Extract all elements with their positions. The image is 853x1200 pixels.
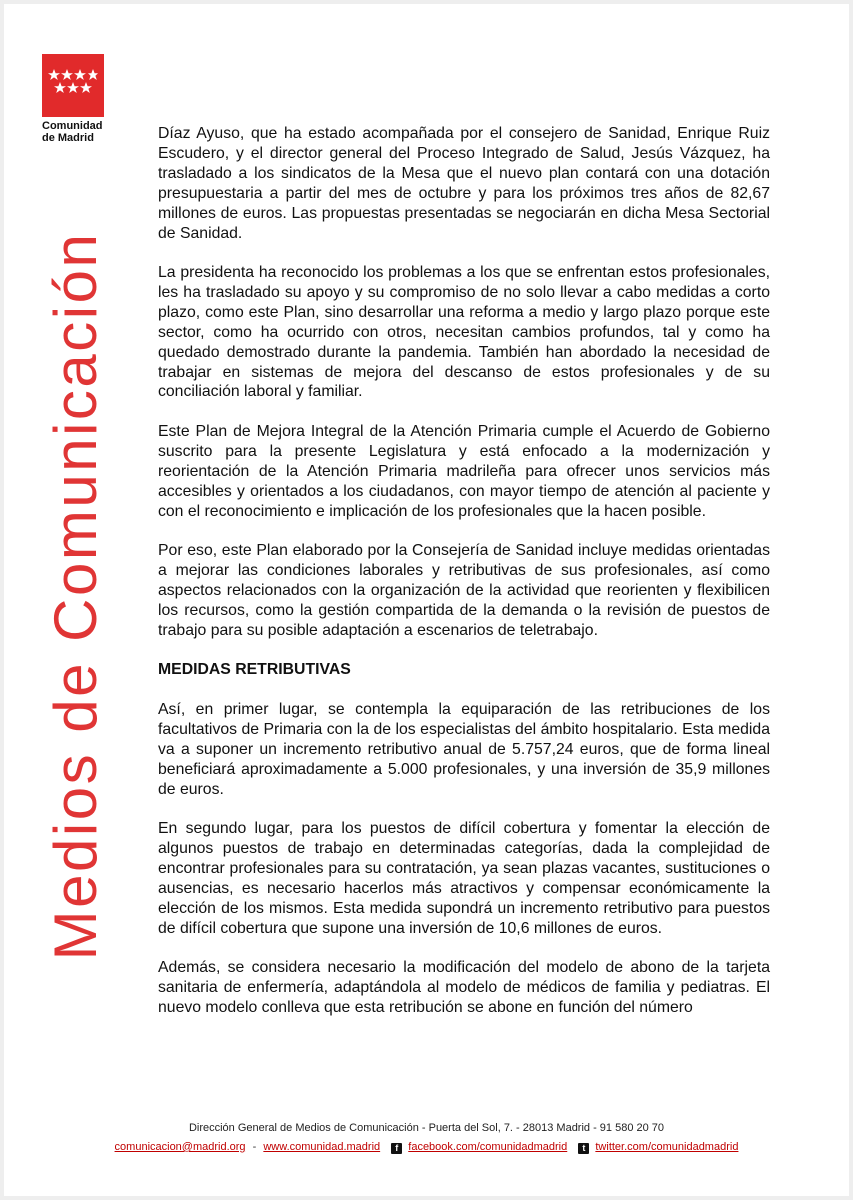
website-link[interactable]: www.comunidad.madrid bbox=[263, 1141, 381, 1153]
section-heading: MEDIDAS RETRIBUTIVAS bbox=[158, 661, 351, 679]
paragraph-6: En segundo lugar, para los puestos de difícil cobertura y fomentar la elección de algunos puestos de trabajo en determinadas categorías, dada la complejidad de encontrar profesionales para su contratación, ya sean plazas vacantes, sustituciones o ausencias, es necesario hacerlos más atractivos y compensar económicamente la elección de los mismos. Esta medida supondrá un incremento retributivo para puestos de difícil cobertura que supone una inversión de 10,6 millones de euros. bbox=[158, 820, 770, 937]
footer-address: Dirección General de Medios de Comunicación - Puerta del Sol, 7. - 28013 Madrid - 91 580 20 70 bbox=[188, 1122, 665, 1134]
document-body bbox=[158, 124, 770, 1038]
paragraph-2: La presidenta ha reconocido los problemas a los que se enfrentan estos profesionales, les ha trasladado su apoyo y su compromiso de no solo llevar a cabo medidas a corto plazo, como este Plan, sino desarrollar una reforma a medio y largo plazo porque este sector, como ha ocurrido con otros, necesitan cambios profundos, tal y como ha quedado demostrado durante la pandemia. También han abordado la necesidad de trabajar en sistemas de mejora del descanso de estos profesionales y de su conciliación laboral y familiar. bbox=[158, 264, 770, 401]
twitter-icon: t bbox=[578, 1143, 589, 1154]
paragraph-3: Este Plan de Mejora Integral de la Atención Primaria cumple el Acuerdo de Gobierno suscrito para la presente Legislatura y está enfocado a la modernización y reorientación de la Atención Primaria madrileña para ofrecer unos servicios más accesibles y orientados a los ciudadanos, con mayor tiempo de atención al paciente y con el reconocimiento e implicación de los profesionales que la hacen posible. bbox=[158, 422, 770, 520]
logo-text-line1: Comunidad bbox=[42, 120, 103, 132]
facebook-link[interactable]: facebook.com/comunidadmadrid bbox=[408, 1141, 568, 1153]
paragraph-1: Díaz Ayuso, que ha estado acompañada por el consejero de Sanidad, Enrique Ruiz Escudero, y el director general del Proceso Integrado de Salud, Jesús Vázquez, ha trasladado a los sindicatos de la Mesa que el nuevo plan contará con una dotación presupuestaria a partir del mes de octubre y para los próximos tres años de 82,67 millones de euros. Las propuestas presentadas se negociarán en dicha Mesa Sectorial de Sanidad. bbox=[158, 125, 770, 242]
comunidad-madrid-logo bbox=[42, 54, 104, 117]
email-link[interactable]: comunicacion@madrid.org bbox=[114, 1141, 246, 1153]
stars-icon bbox=[48, 69, 98, 101]
footer-separator: - bbox=[252, 1141, 257, 1153]
paragraph-4: Por eso, este Plan elaborado por la Consejería de Sanidad incluye medidas orientadas a mejorar las condiciones laborales y retributivas de sus profesionales, así como aspectos relacionados con la organización de la actividad que reorienten y flexibilicen los recursos, como la gestión compartida de la demanda o la revisión de puestos de trabajo para su posible adaptación a escenarios de teletrabajo. bbox=[158, 542, 770, 639]
logo-text bbox=[42, 120, 132, 144]
paragraph-5: Así, en primer lugar, se contempla la equiparación de las retribuciones de los facultativos de Primaria con la de los especialistas del ámbito hospitalario. Esta medida va a suponer un incremento retributivo anual de 5.757,24 euros, que de forma lineal beneficiará aproximadamente a 5.000 profesionales, y una inversión de 35,9 millones de euros. bbox=[158, 701, 770, 798]
paragraph-7: Además, se considera necesario la modificación del modelo de abono de la tarjeta sanitaria de enfermería, adaptándola al modelo de médicos de familia y pediatras. El nuevo modelo conlleva que esta retribución se abone en función del número bbox=[158, 959, 770, 1017]
twitter-link[interactable]: twitter.com/comunidadmadrid bbox=[595, 1141, 739, 1153]
facebook-icon: f bbox=[391, 1143, 402, 1154]
vertical-section-title: Medios de Comunicación bbox=[42, 231, 109, 961]
footer-links bbox=[4, 1141, 849, 1154]
logo-text-line2: de Madrid bbox=[42, 132, 94, 144]
document-page bbox=[4, 4, 849, 1196]
